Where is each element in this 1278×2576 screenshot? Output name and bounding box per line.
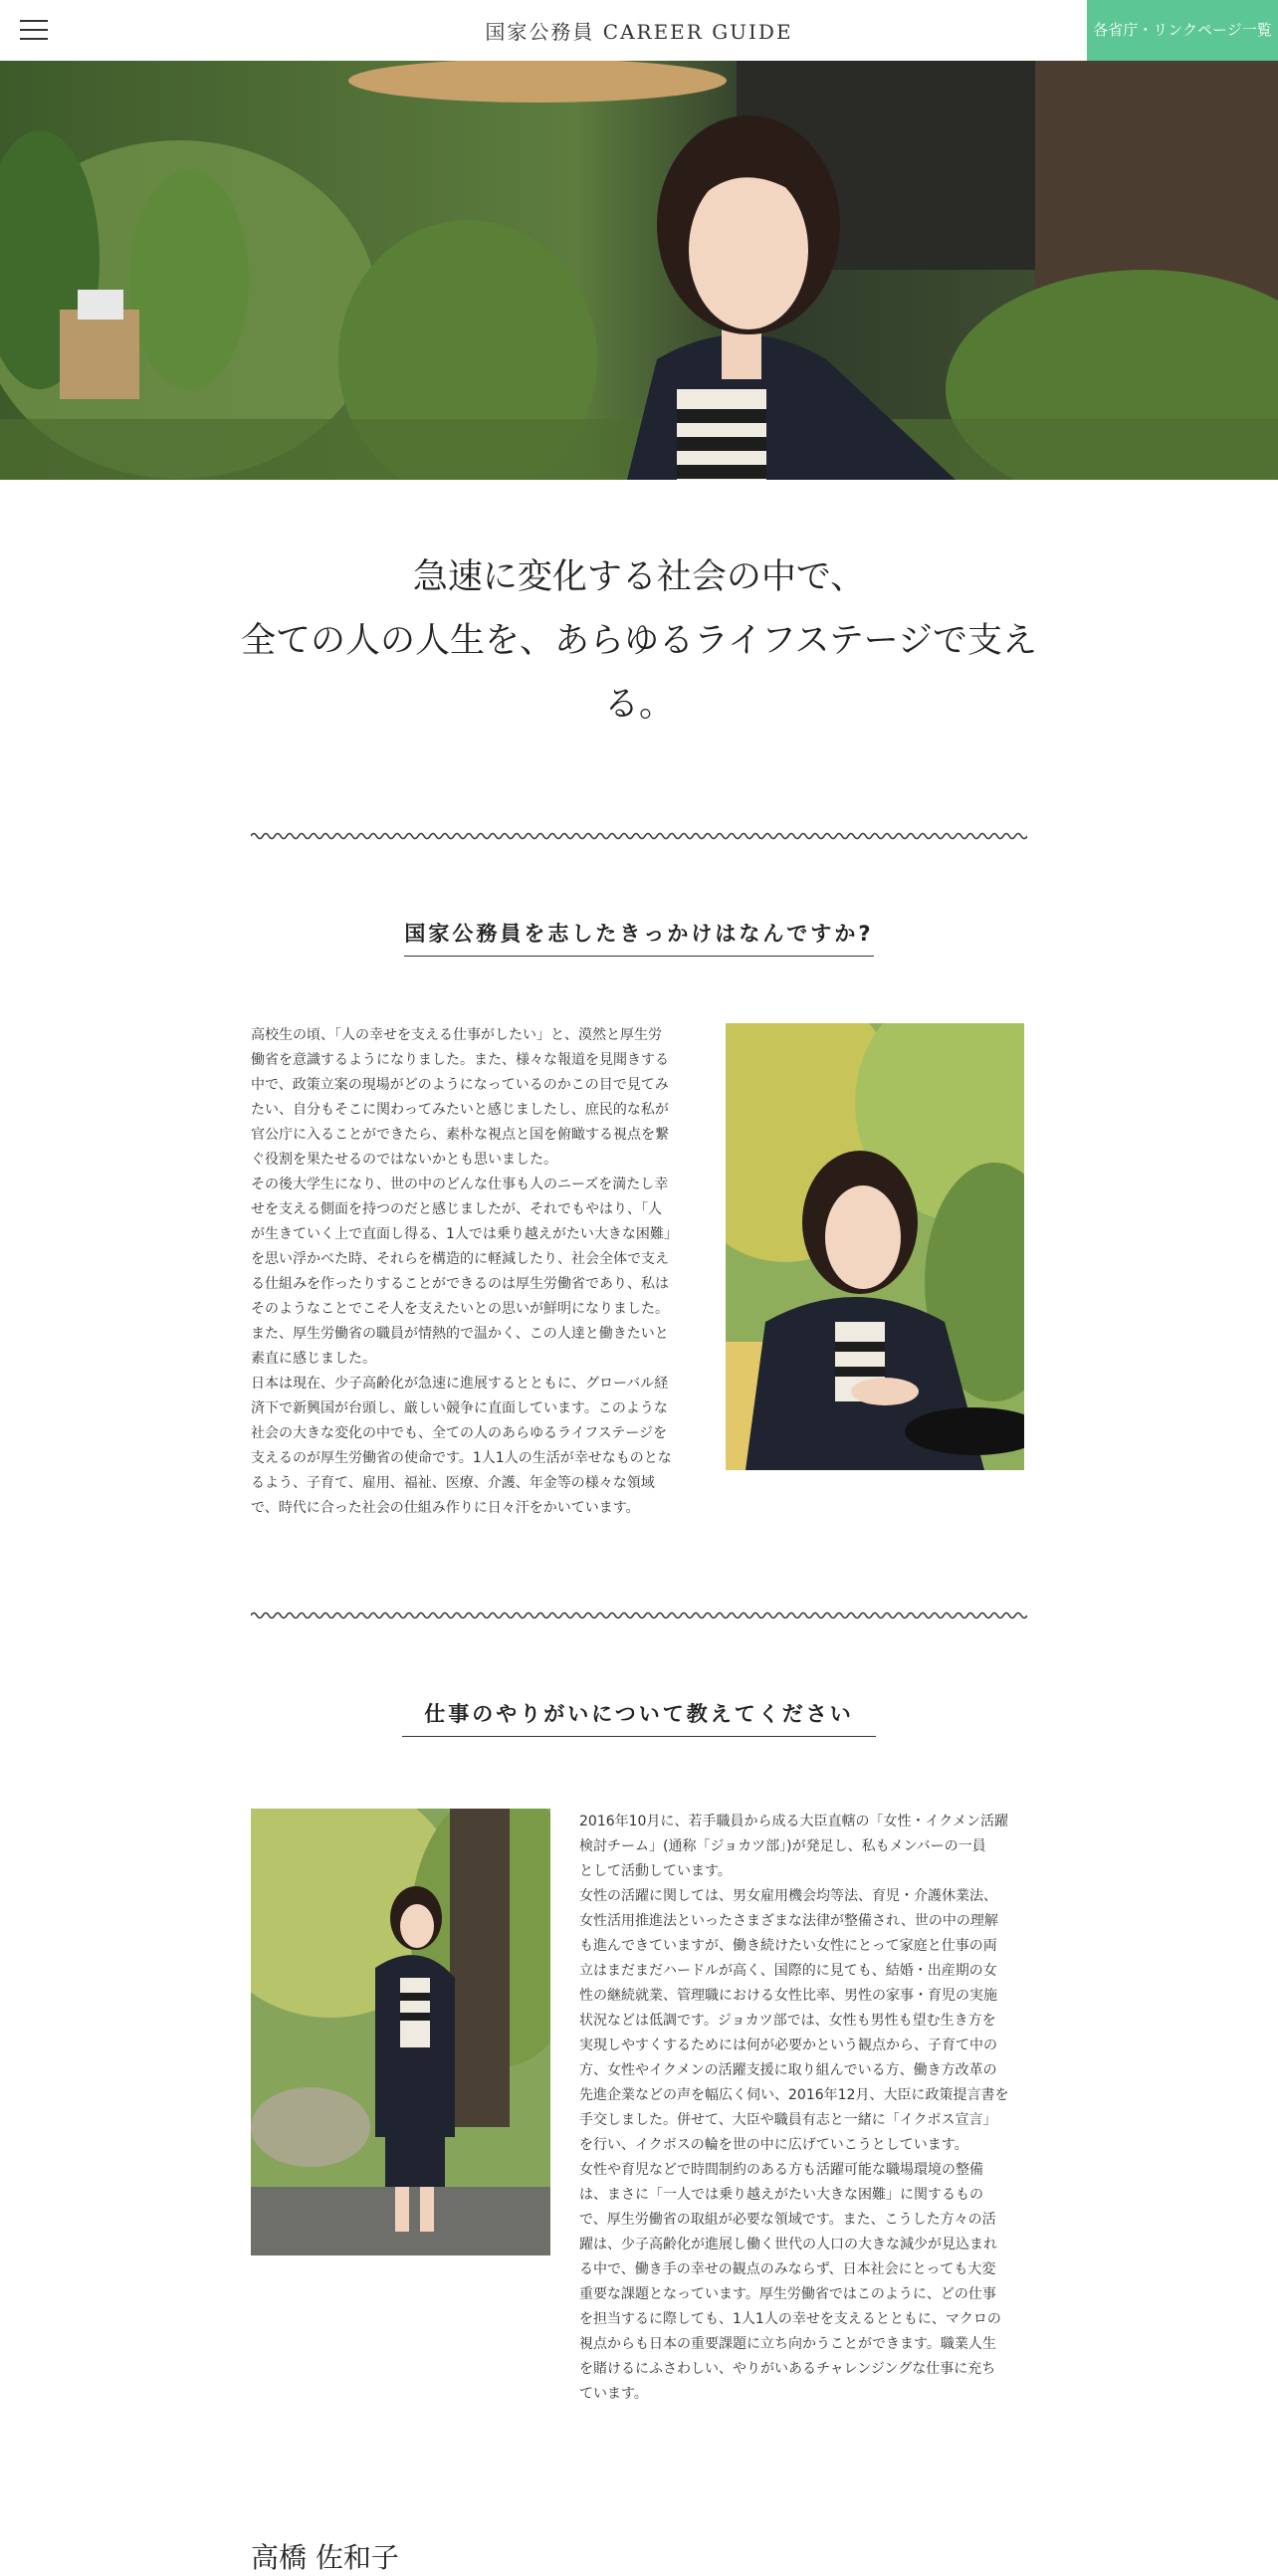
portrait-photo-seated: [726, 1023, 1024, 1470]
rewarding-work-body-text: 2016年10月に、若手職員から成る大臣直轄の「女性・イクメン活躍 検討チーム」(通称「ジョカツ部」)が発足し、私もメンバーの一員 として活動しています。 女性の活躍に関しては、男女雇用機会均等法、育児・介護休業法、 女性活用推進法といったさまざまな法律が整備され、世の中の理解 も進んできていますが、働き続けたい女性にとって家庭と仕事の両 立はまだまだハードルが高く、国際的に見ても、結婚・出産期の女 性の継続就業、管理職における女性比率、男性の家事・育児の実施 状況などは低調です。ジョカツ部では、女性も男性も望む生き方を 実現しやすくするためには何が必要かという観点から、子育て中の 方、女性やイクメンの活躍支援に取り組んでいる方、働き方改革の 先進企業などの声を幅広く伺い、2016年12月、大臣に政策提言書を 手交しました。併せて、大臣や職員有志と一緒に「イクボス宣言」 を行い、イクボスの輪を世の中に広げていこうとしています。 女性や育児などで時間制約のある方も活躍可能な職場環境の整備 は、まさに「一人では乗り越えがたい大きな困難」に関するもの で、厚生労働省の取組が必要な領域です。また、こうした方々の活 躍は、少子高齢化が進展し働く世代の人口の大きな減少が見込まれ る中で、働き手の幸せの観点のみならず、日本社会にとっても大変 重要な課題となっています。厚生労働省ではこのように、どの仕事 を担当するに際しても、1人1人の幸せを支えるとともに、マクロの 視点からも日本の重要課題に立ち向かうことができます。職業人生 を賭けるにふさわしい、やりがいあるチャレンジングな仕事に充ち ています。: [579, 1814, 1009, 2402]
hero-photo: [0, 61, 1278, 480]
section-heading-motivation: [0, 918, 1278, 957]
ministry-links-button[interactable]: 各省庁・リンクページ一覧: [1087, 0, 1278, 61]
section-heading-text: 国家公務員を志したきっかけはなんですか?: [404, 918, 873, 957]
portrait-photo-standing: [251, 1809, 550, 2255]
catch-line: 全ての人の人生を、あらゆるライフステージで支え: [240, 621, 1038, 661]
staff-name: 高橋 佐和子: [251, 2541, 399, 2574]
site-title[interactable]: 国家公務員 CAREER GUIDE: [485, 20, 793, 44]
section-heading-rewarding-work: [0, 1698, 1278, 1737]
catch-line: 急速に変化する社会の中で、: [412, 557, 866, 597]
section-heading-text: 仕事のやりがいについて教えてください: [402, 1698, 876, 1737]
motivation-body-text: 高校生の頃、「人の幸せを支える仕事がしたい」と、漠然と厚生労 働省を意識するようになりました。また、様々な報道を見聞きする 中で、政策立案の現場がどのようになっているのかこの目で見てみ たい、自分もそこに関わってみたいと感じましたし、庶民的な私が 官公庁に入ることができたら、素朴な視点と国を俯瞰する視点を繋 ぐ役割を果たせるのではないかとも思いました。 その後大学生になり、世の中のどんな仕事も人のニーズを満たし幸 せを支える側面を持つのだと感じましたが、それでもやはり、「人 が生きていく上で直面し得る、1人では乗り越えがたい大きな困難」 を思い浮かべた時、それらを構造的に軽減したり、社会全体で支え る仕組みを作ったりすることができるのは厚生労働省であり、私は そのようなことでこそ人を支えたいとの思いが鮮明になりました。 また、厚生労働省の職員が情熱的で温かく、この人達と働きたいと 素直に感じました。 日本は現在、少子高齢化が急速に進展するとともに、グローバル経 済下で新興国が台頭し、厳しい競争に直面しています。このような 社会の大きな変化の中でも、全ての人のあらゆるライフステージを 支えるのが厚生労働省の使命です。1人1人の生活が幸せなものとな るよう、子育て、雇用、福祉、医療、介護、年金等の様々な領域 で、時代に合った社会の仕組み作りに日々汗をかいています。: [251, 1027, 678, 1516]
wave-divider: [251, 1608, 1027, 1623]
catch-line: る。: [603, 685, 674, 725]
wave-divider: [251, 828, 1027, 844]
site-header: [0, 0, 1278, 61]
catch-copy: [199, 545, 1079, 737]
